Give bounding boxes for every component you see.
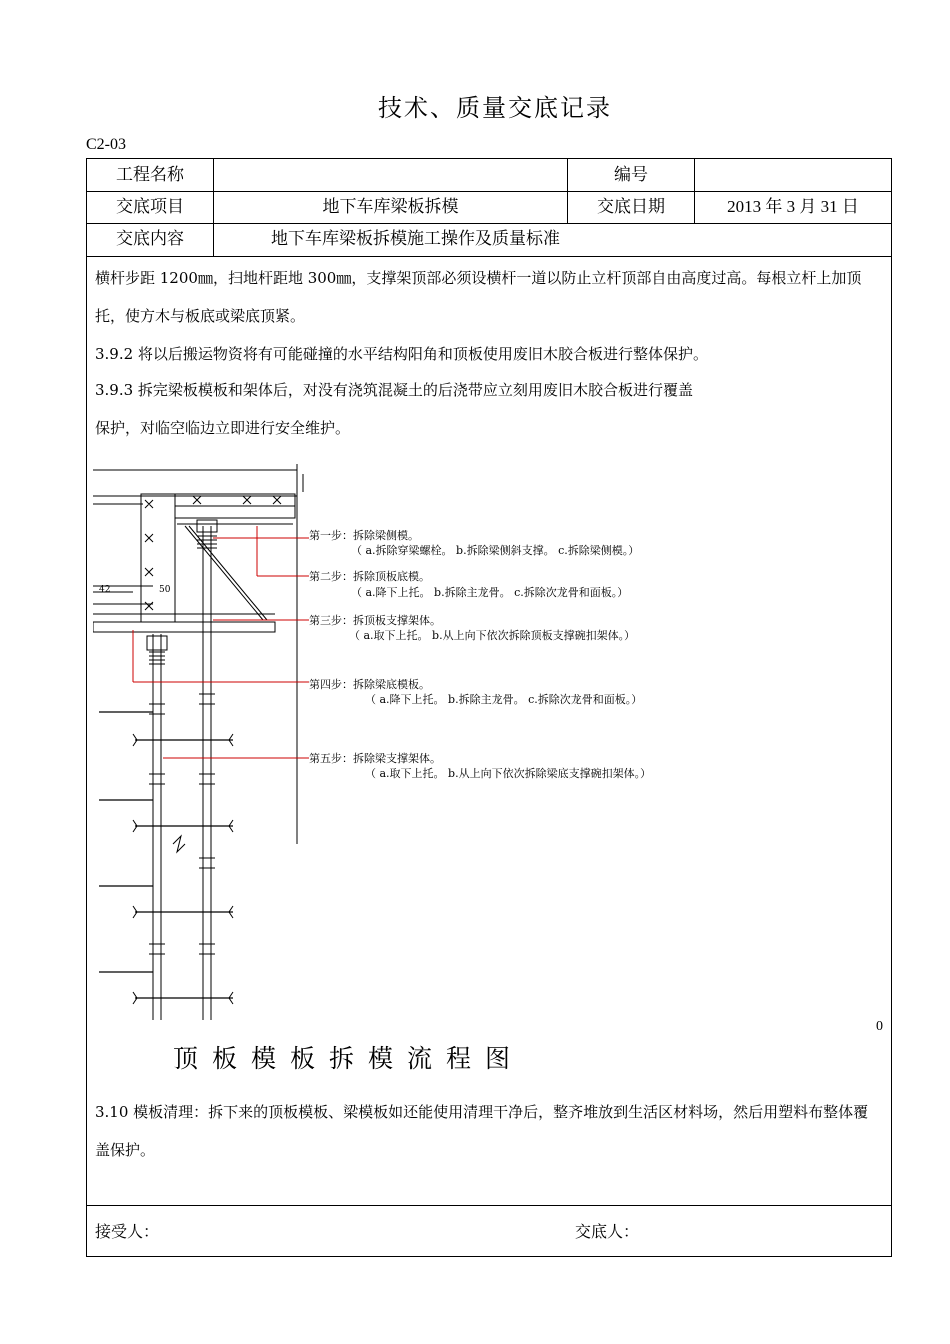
- dimension-50: 50: [159, 585, 171, 595]
- step1-details: （ a.拆除穿梁螺栓。 b.拆除梁侧斜支撑。 c.拆除梁侧模。）: [351, 544, 640, 557]
- step4-title: 第四步：拆除梁底模板。: [309, 678, 430, 691]
- dimension-42: 42: [99, 585, 111, 595]
- paragraph-support: 横杆步距 1200㎜，扫地杆距地 300㎜，支撑架顶部必须设横杆一道以防止立杆顶部自由高度过高。每根立杆上加顶托，使方木与板底或梁底顶紧。: [95, 269, 862, 325]
- step2-title: 第二步：拆除顶板底模。: [309, 570, 430, 583]
- item-value: 地下车库梁板拆模: [322, 197, 459, 217]
- paragraph-3-10: 3.10 模板清理：拆下来的顶板模板、梁模板如还能使用清理干净后，整齐堆放到生活区材料场，然后用塑料布整体覆盖保护。: [95, 1103, 869, 1159]
- project-name-label: 工程名称: [116, 165, 184, 185]
- date-label: 交底日期: [597, 197, 665, 217]
- receiver-label: 接受人：: [95, 1222, 160, 1241]
- step1-title: 第一步：拆除梁侧模。: [309, 529, 419, 542]
- step2-details: （ a.降下上托。 b.拆除主龙骨。 c.拆除次龙骨和面板。）: [351, 586, 629, 599]
- step4-details: （ a.降下上托。 b.拆除主龙骨。 c.拆除次龙骨和面板。）: [365, 693, 643, 706]
- item-label: 交底项目: [116, 197, 184, 217]
- content-label: 交底内容: [116, 229, 184, 249]
- date-value: 2013 年 3 月 31 日: [727, 197, 859, 216]
- step3-details: （ a.取下上托。 b.从上向下依次拆除顶板支撑碗扣架体。）: [349, 629, 636, 642]
- paragraph-3-9-3: 3.9.3 拆完梁板模板和架体后，对没有浇筑混凝土的后浇带应立刻用废旧木胶合板进行覆盖: [95, 381, 693, 399]
- number-label: 编号: [614, 165, 648, 185]
- content-value: 地下车库梁板拆模施工操作及质量标准: [271, 229, 560, 249]
- presenter-label: 交底人：: [575, 1222, 640, 1241]
- paragraph-3-9-3-cont: 保护，对临空临边立即进行安全维护。: [95, 419, 351, 437]
- step5-title: 第五步：拆除梁支撑架体。: [309, 752, 441, 765]
- paragraph-3-9-2: 3.9.2 将以后搬运物资将有可能碰撞的水平结构阳角和顶板使用废旧木胶合板进行整体保护。: [95, 345, 708, 363]
- diagram-zero-mark: 0: [876, 1019, 883, 1034]
- formwork-removal-diagram: [93, 464, 883, 1024]
- flow-chart-title: 顶板模板拆模流程图: [173, 1044, 525, 1073]
- document-title: 技术、质量交底记录: [378, 94, 612, 122]
- step5-details: （ a.取下上托。 b.从上向下依次拆除梁底支撑碗扣架体。）: [365, 767, 652, 780]
- form-table: [86, 158, 892, 1257]
- form-code: C2-03: [86, 136, 126, 153]
- step3-title: 第三步：拆顶板支撑架体。: [309, 614, 441, 627]
